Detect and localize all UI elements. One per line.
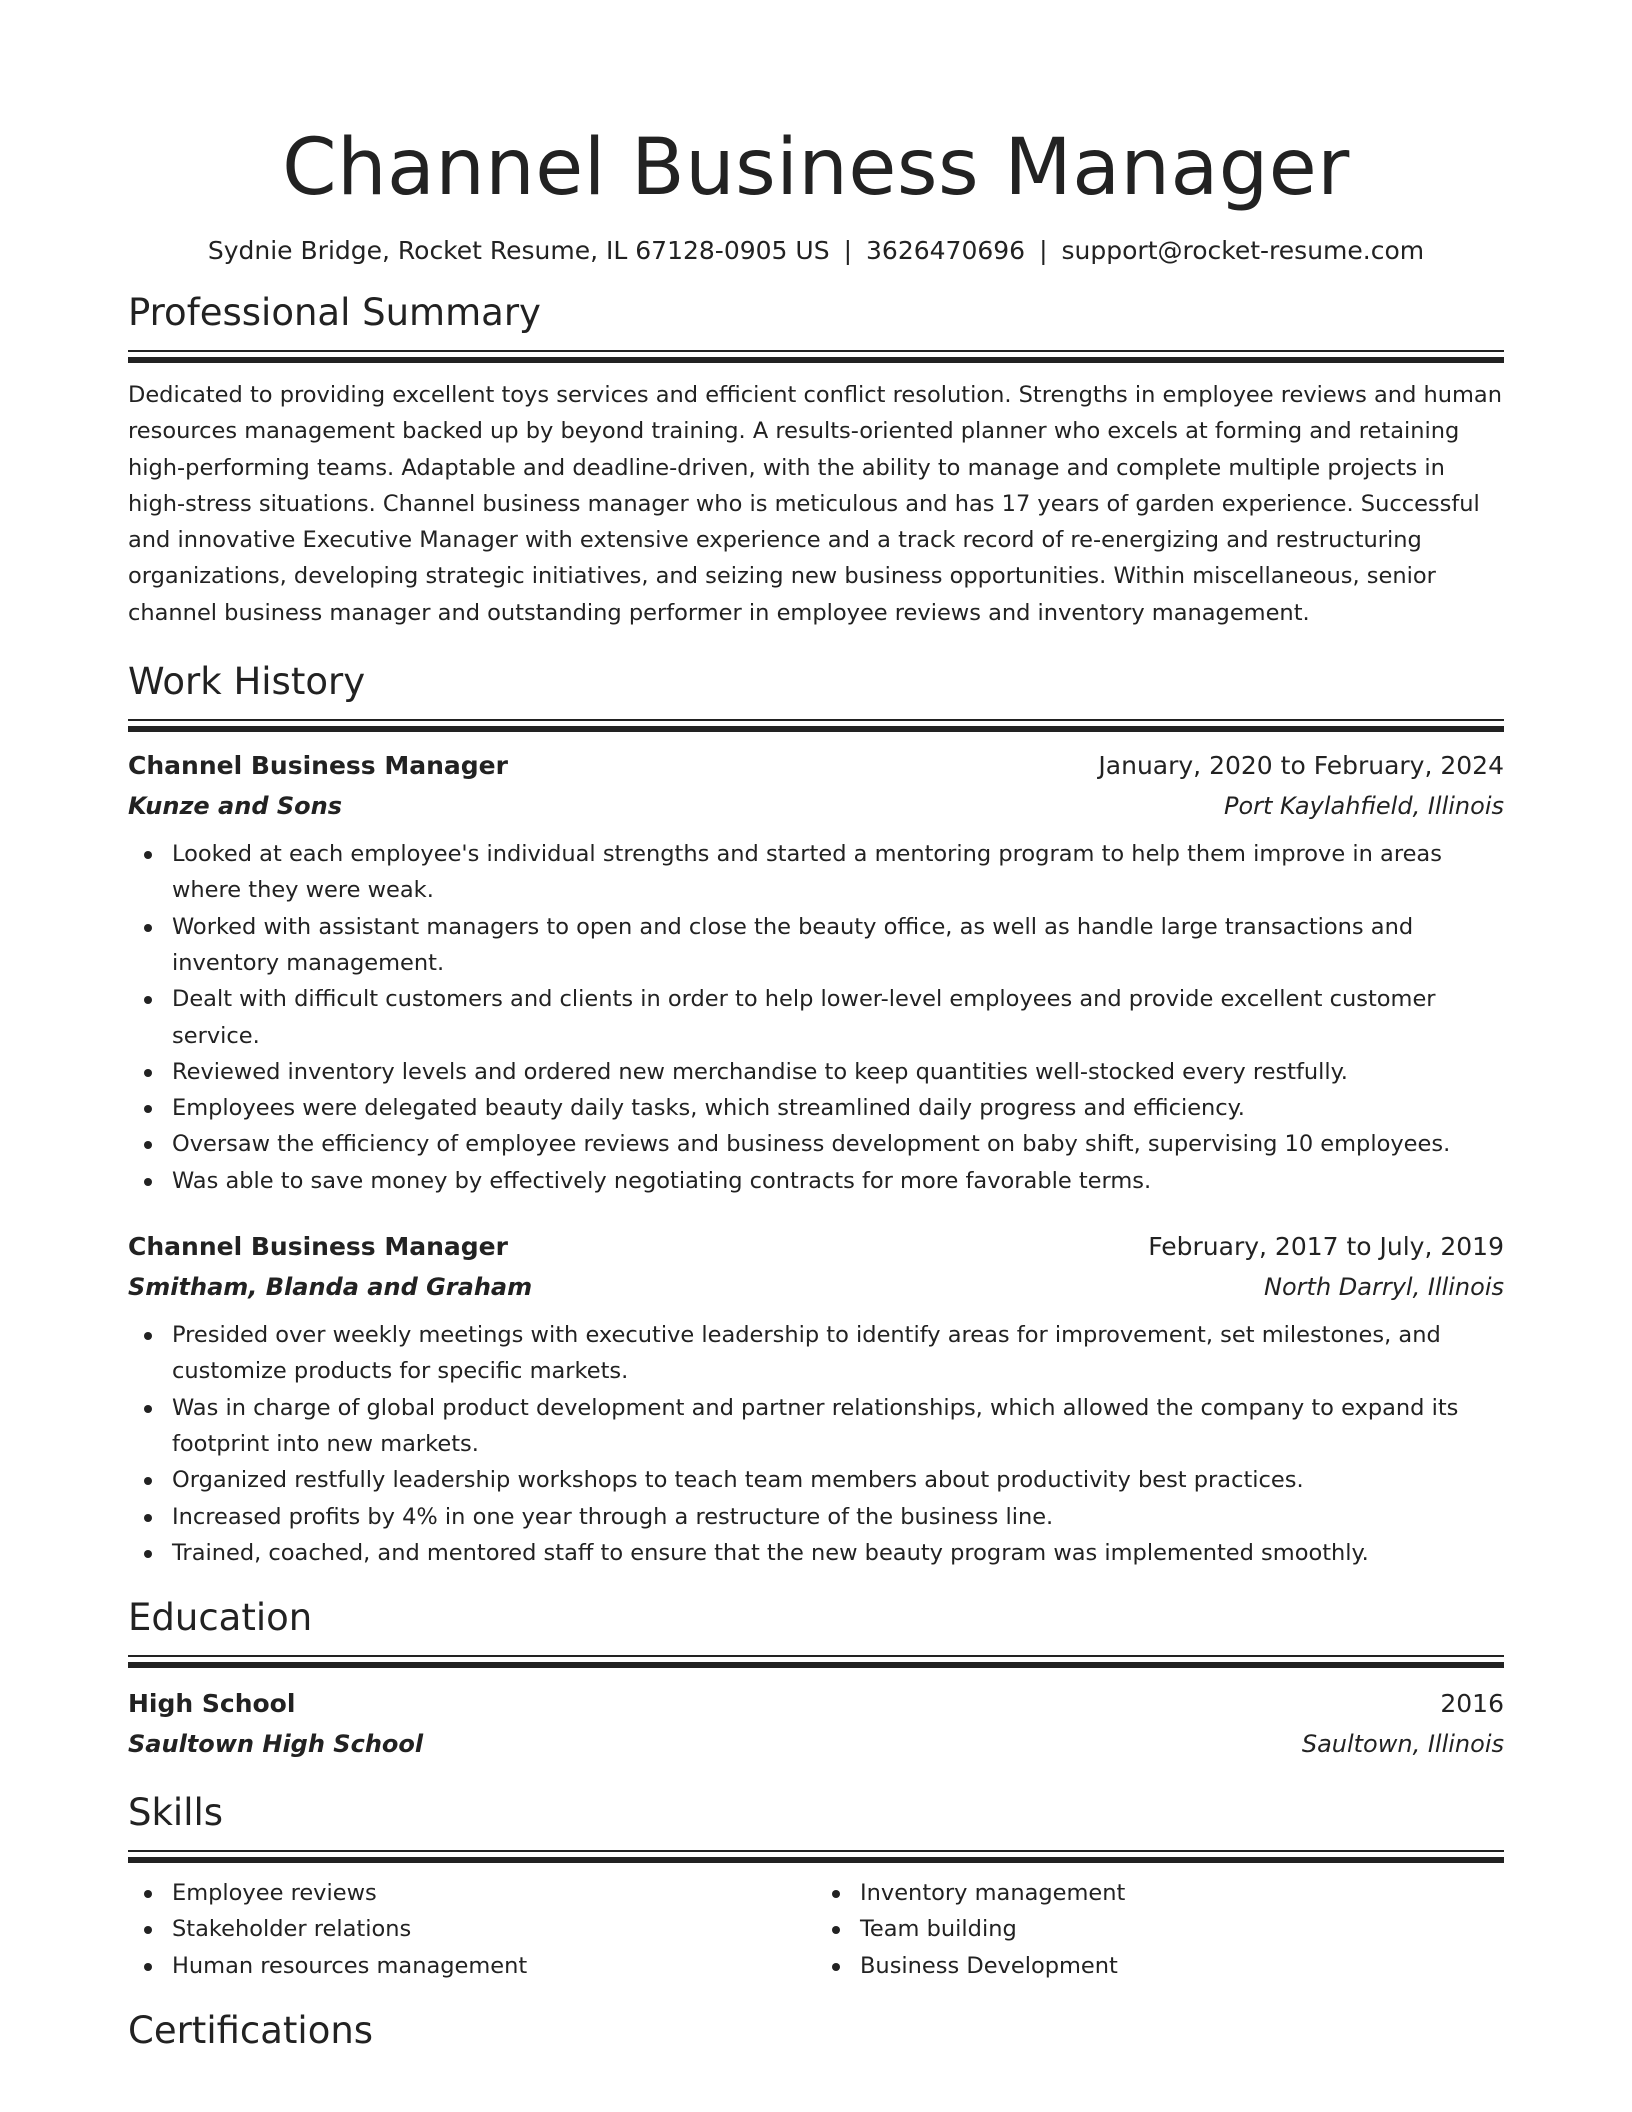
list-item: Oversaw the efficiency of employee reviews and business development on baby shift, supervising 10 employees. [172, 1126, 1504, 1162]
list-item: Reviewed inventory levels and ordered new merchandise to keep quantities well-stocked every restfully. [172, 1054, 1504, 1090]
list-item: Organized restfully leadership workshops to teach team members about productivity best practices. [172, 1462, 1504, 1498]
contact-phone: 3626470696 [866, 236, 1026, 265]
education-degree: High School [128, 1689, 296, 1719]
job-dates: January, 2020 to February, 2024 [1098, 751, 1504, 781]
job-location: North Darryl, Illinois [1264, 1273, 1504, 1302]
job-company: Smitham, Blanda and Graham [128, 1273, 533, 1302]
contact-separator: | [843, 236, 853, 265]
job-entry [128, 746, 1504, 1199]
section-divider [128, 1655, 1504, 1668]
certifications-heading: Certifications [128, 2009, 374, 2053]
contact-address: Sydnie Bridge, Rocket Resume, IL 67128-0905 US [207, 236, 830, 265]
summary-heading: Professional Summary [128, 291, 541, 334]
list-item: Team building [860, 1911, 1504, 1947]
section-divider [128, 719, 1504, 732]
skills-list-right [816, 1875, 1504, 1984]
education-section [128, 1595, 1504, 1764]
job-title: Channel Business Manager [128, 1232, 508, 1262]
skills-grid [128, 1875, 1504, 1984]
resume-page [128, 0, 1504, 2054]
job-title: Channel Business Manager [128, 751, 508, 781]
education-header-row [128, 1684, 1504, 1724]
section-divider [128, 1850, 1504, 1863]
job-company-row [128, 786, 1504, 826]
education-school-row [128, 1724, 1504, 1764]
job-location: Port Kaylahfield, Illinois [1223, 792, 1504, 821]
list-item: Was able to save money by effectively negotiating contracts for more favorable terms. [172, 1163, 1504, 1199]
skills-heading: Skills [128, 1791, 224, 1835]
certifications-section [128, 2008, 1504, 2054]
list-item: Worked with assistant managers to open and close the beauty office, as well as handle large transactions and inventory management. [172, 909, 1504, 982]
list-item: Human resources management [172, 1948, 816, 1984]
contact-separator: | [1039, 236, 1048, 265]
resume-title: Channel Business Manager [282, 123, 1350, 213]
contact-email: support@rocket-resume.com [1061, 236, 1425, 265]
list-item: Stakeholder relations [172, 1911, 816, 1947]
list-item: Increased profits by 4% in one year through a restructure of the business line. [172, 1499, 1504, 1535]
list-item: Dealt with difficult customers and clients in order to help lower-level employees and provide excellent customer service. [172, 981, 1504, 1054]
list-item: Business Development [860, 1948, 1504, 1984]
job-entry [128, 1227, 1504, 1571]
work-history-section [128, 659, 1504, 1571]
list-item: Was in charge of global product development and partner relationships, which allowed the company to expand its footprint into new markets. [172, 1390, 1504, 1463]
summary-section [128, 290, 1504, 631]
education-entry [128, 1684, 1504, 1764]
job-header-row [128, 746, 1504, 786]
job-company-row [128, 1267, 1504, 1307]
job-company: Kunze and Sons [128, 792, 343, 821]
summary-text: Dedicated to providing excellent toys services and efficient conflict resolution. Strengths in employee reviews and human resources management backed up by beyond training. A results-oriented planner who excels at forming and retaining high-performing teams. Adaptable and deadline-driven, with the ability to manage and complete multiple projects in high-stress situations. Channel business manager who is meticulous and has 17 years of garden experience. Successful and innovative Executive Manager with extensive experience and a track record of re-energizing and restructuring organizations, developing strategic initiatives, and seizing new business opportunities. Within miscellaneous, senior channel business manager and outstanding performer in employee reviews and inventory management. [128, 382, 1502, 626]
contact-line [128, 234, 1504, 268]
education-heading: Education [128, 1596, 313, 1640]
education-location: Saultown, Illinois [1301, 1730, 1504, 1759]
job-bullets [128, 836, 1504, 1199]
list-item: Presided over weekly meetings with executive leadership to identify areas for improvement, set milestones, and customize products for specific markets. [172, 1317, 1504, 1390]
skills-list-left [128, 1875, 816, 1984]
job-dates: February, 2017 to July, 2019 [1148, 1232, 1504, 1262]
list-item: Inventory management [860, 1875, 1504, 1911]
education-year: 2016 [1440, 1689, 1504, 1719]
list-item: Looked at each employee's individual strengths and started a mentoring program to help them improve in areas where they were weak. [172, 836, 1504, 909]
job-header-row [128, 1227, 1504, 1267]
list-item: Trained, coached, and mentored staff to ensure that the new beauty program was implemented smoothly. [172, 1535, 1504, 1571]
skills-section [128, 1790, 1504, 1984]
section-divider [128, 350, 1504, 363]
job-bullets [128, 1317, 1504, 1571]
list-item: Employees were delegated beauty daily tasks, which streamlined daily progress and efficiency. [172, 1090, 1504, 1126]
list-item: Employee reviews [172, 1875, 816, 1911]
work-history-heading: Work History [128, 660, 366, 704]
education-school: Saultown High School [128, 1730, 424, 1759]
